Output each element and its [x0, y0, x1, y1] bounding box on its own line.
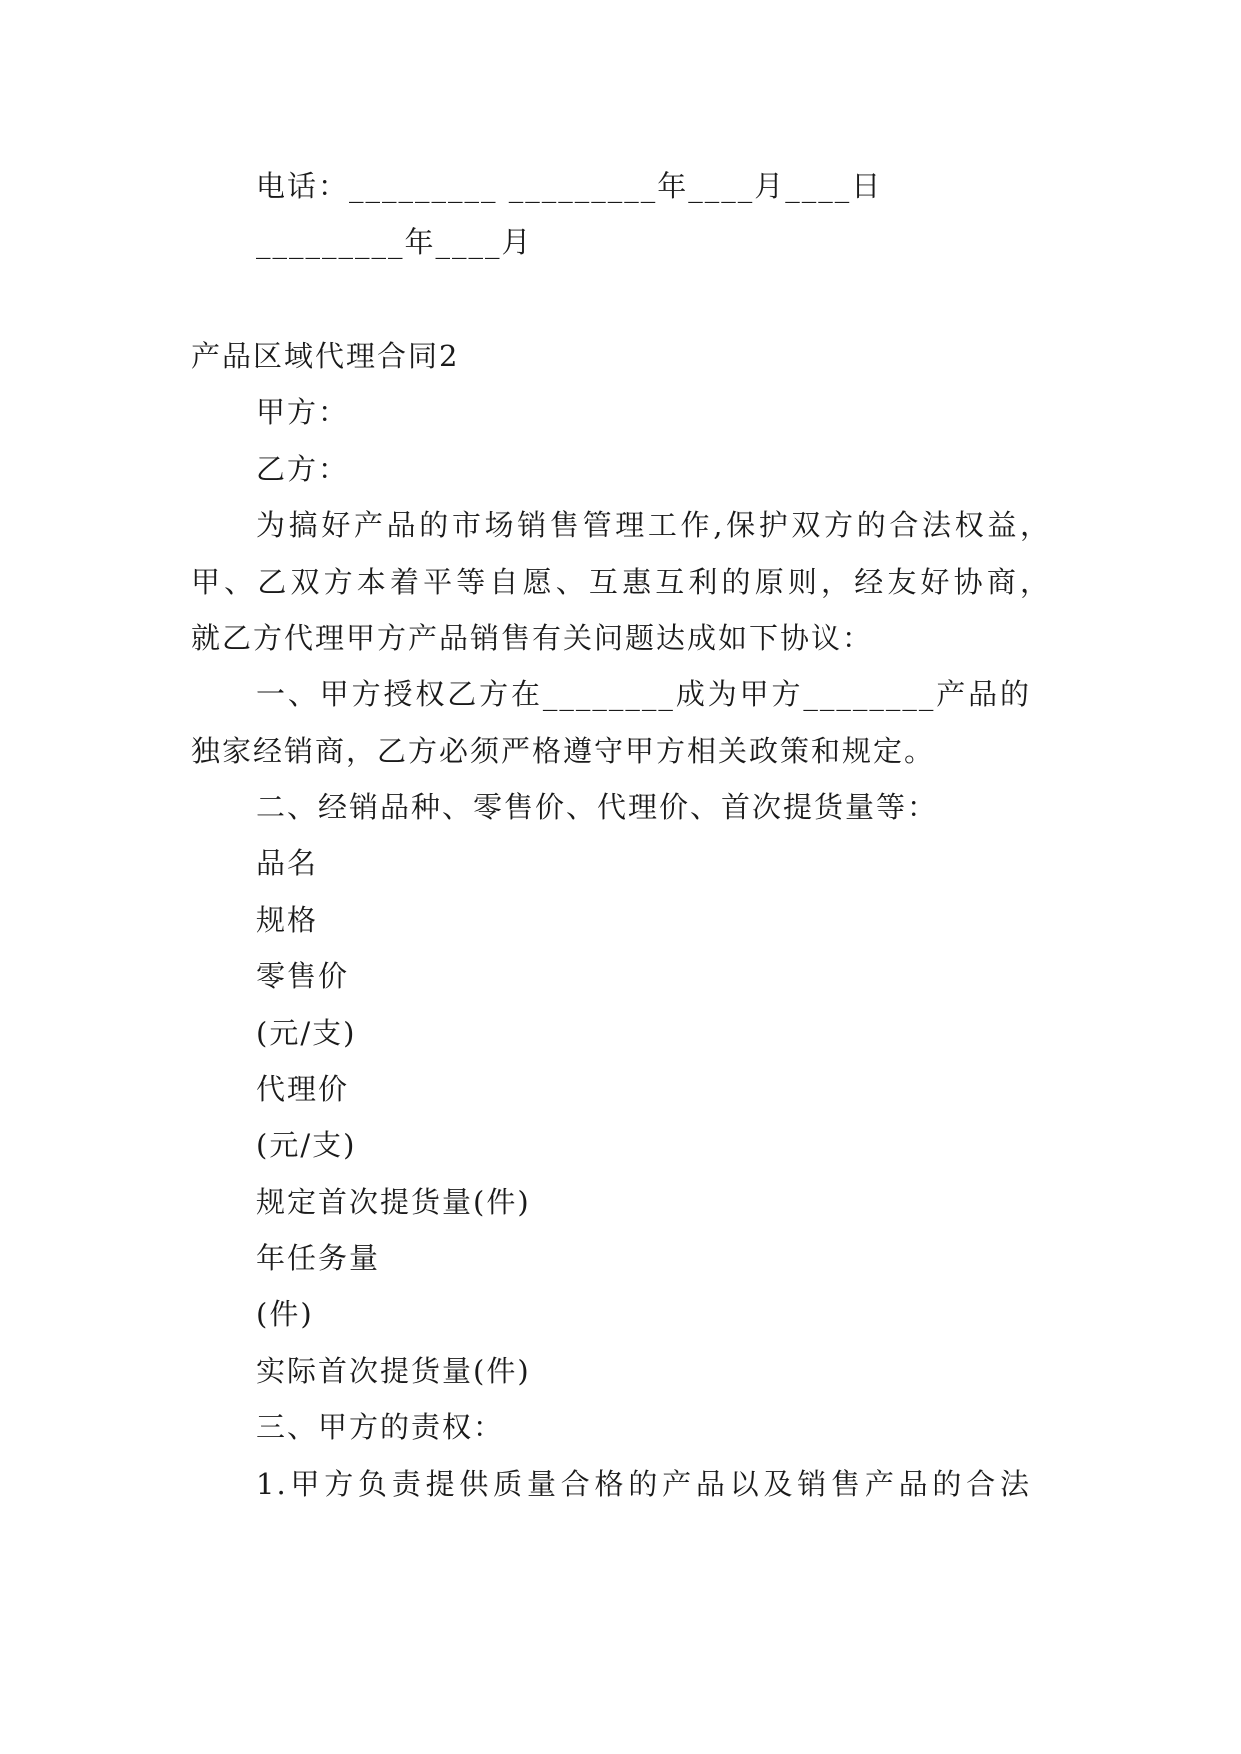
preamble-line-2: 甲、乙双方本着平等自愿、互惠互利的原则，经友好协商，	[191, 565, 1051, 599]
contract-title: 产品区域代理合同2	[191, 339, 460, 373]
item-retail-price-unit: (元/支)	[256, 1016, 357, 1050]
preamble-line-1: 为搞好产品的市场销售管理工作,保护双方的合法权益，	[256, 508, 1051, 542]
clause-1-line-2: 独家经销商，乙方必须严格遵守甲方相关政策和规定。	[191, 734, 936, 768]
clause-3-item-1: 1.甲方负责提供质量合格的产品以及销售产品的合法	[256, 1467, 1031, 1501]
party-a-label: 甲方：	[256, 395, 350, 429]
item-annual-target-unit: (件)	[256, 1297, 314, 1331]
date-line: _________年____月	[256, 225, 533, 259]
item-annual-target: 年任务量	[256, 1241, 381, 1275]
item-agent-price-unit: (元/支)	[256, 1128, 357, 1162]
item-agent-price: 代理价	[256, 1072, 350, 1106]
item-specification: 规格	[256, 903, 319, 937]
item-required-first-order: 规定首次提货量(件)	[256, 1185, 531, 1219]
clause-2-heading: 二、经销品种、零售价、代理价、首次提货量等：	[256, 790, 939, 824]
contact-phone-date-line: 电话：_________ _________年____月____日	[256, 169, 883, 203]
item-product-name: 品名	[256, 846, 319, 880]
item-actual-first-order: 实际首次提货量(件)	[256, 1354, 531, 1388]
item-retail-price: 零售价	[256, 959, 350, 993]
preamble-line-3: 就乙方代理甲方产品销售有关问题达成如下协议：	[191, 621, 874, 655]
party-b-label: 乙方：	[256, 452, 350, 486]
clause-3-heading: 三、甲方的责权：	[256, 1410, 505, 1444]
clause-1-line-1: 一、甲方授权乙方在________成为甲方________产品的	[256, 677, 1031, 711]
